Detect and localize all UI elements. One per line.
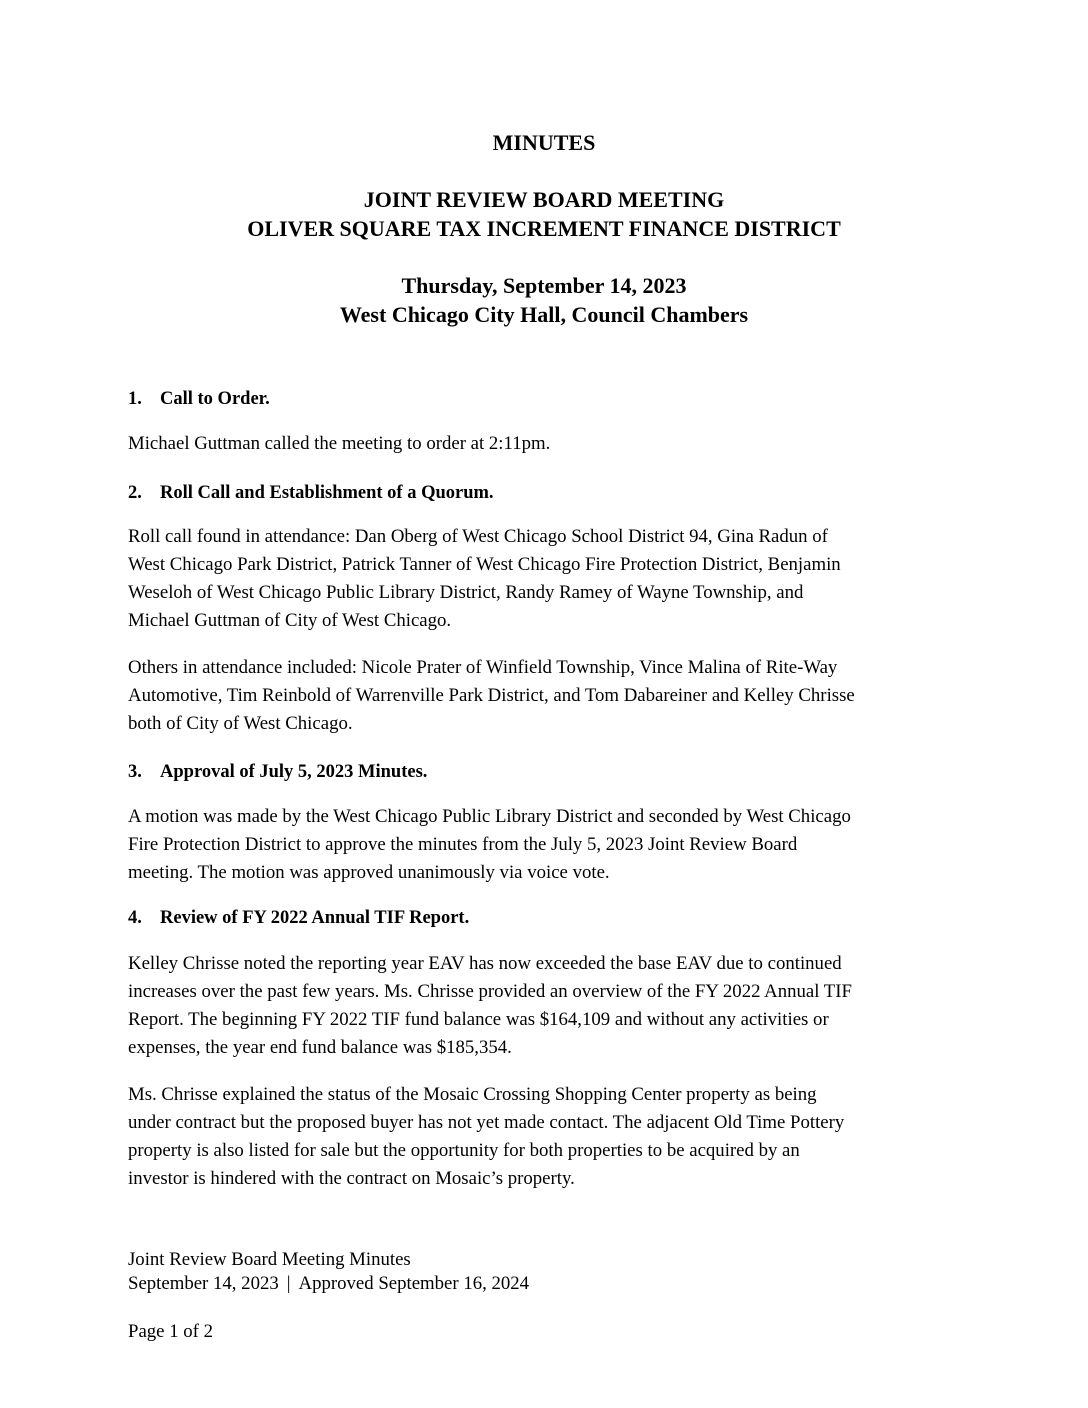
document-title: MINUTES: [492, 130, 596, 155]
meeting-name: JOINT REVIEW BOARD MEETING: [363, 187, 725, 212]
footer-separator: |: [286, 1273, 291, 1294]
section-number: 2.: [128, 483, 142, 503]
section-3-paragraph-1: [128, 803, 968, 887]
text-line: Michael Guttman called the meeting to order at 2:11pm.: [128, 433, 551, 454]
text-line: under contract but the proposed buyer has not yet made contact. The adjacent Old Time Pottery: [128, 1112, 845, 1133]
text-line: meeting. The motion was approved unanimously via voice vote.: [128, 862, 610, 883]
meeting-date: Thursday, September 14, 2023: [401, 273, 687, 298]
text-line: Fire Protection District to approve the minutes from the July 5, 2023 Joint Review Board: [128, 834, 798, 855]
meeting-location: West Chicago City Hall, Council Chambers: [339, 302, 749, 327]
section-1-heading: [128, 387, 270, 411]
section-number: 1.: [128, 389, 142, 409]
text-line: West Chicago Park District, Patrick Tanner of West Chicago Fire Protection District, Benjamin: [128, 554, 841, 575]
section-2-paragraph-1: [128, 523, 968, 635]
section-title: Roll Call and Establishment of a Quorum.: [160, 483, 494, 503]
text-line: both of City of West Chicago.: [128, 713, 353, 734]
section-4-paragraph-1: [128, 950, 968, 1062]
text-line: increases over the past few years. Ms. Chrisse provided an overview of the FY 2022 Annual TIF: [128, 981, 852, 1002]
page-number: Page 1 of 2: [128, 1321, 214, 1342]
footer-meeting-date: September 14, 2023: [128, 1273, 279, 1294]
text-line: Ms. Chrisse explained the status of the Mosaic Crossing Shopping Center property as being: [128, 1084, 817, 1105]
text-line: property is also listed for sale but the opportunity for both properties to be acquired by an: [128, 1140, 800, 1161]
text-line: Weseloh of West Chicago Public Library District, Randy Ramey of Wayne Township, and: [128, 582, 804, 603]
footer-document-name: Joint Review Board Meeting Minutes: [128, 1249, 411, 1270]
section-1-paragraph-1: [128, 430, 968, 458]
text-line: A motion was made by the West Chicago Public Library District and seconded by West Chicago: [128, 806, 851, 827]
text-line: expenses, the year end fund balance was $185,354.: [128, 1037, 512, 1058]
section-title: Approval of July 5, 2023 Minutes.: [160, 762, 428, 782]
district-name: OLIVER SQUARE TAX INCREMENT FINANCE DISTRICT: [247, 216, 841, 241]
text-line: Kelley Chrisse noted the reporting year EAV has now exceeded the base EAV due to continued: [128, 953, 842, 974]
section-4-heading: [128, 906, 469, 930]
text-line: Automotive, Tim Reinbold of Warrenville Park District, and Tom Dabareiner and Kelley Chrisse: [128, 685, 855, 706]
section-3-heading: [128, 760, 427, 784]
section-title: Review of FY 2022 Annual TIF Report.: [160, 908, 470, 928]
section-4-paragraph-2: [128, 1081, 968, 1193]
section-title: Call to Order.: [160, 389, 270, 409]
section-number: 4.: [128, 908, 142, 928]
section-2-paragraph-2: [128, 654, 968, 738]
section-2-heading: [128, 481, 494, 505]
footer-approved-date: Approved September 16, 2024: [298, 1273, 530, 1294]
text-line: Others in attendance included: Nicole Prater of Winfield Township, Vince Malina of Rite-Way: [128, 657, 838, 678]
footer-dates: [128, 1272, 529, 1296]
text-line: Michael Guttman of City of West Chicago.: [128, 610, 452, 631]
text-line: Report. The beginning FY 2022 TIF fund balance was $164,109 and without any activities or: [128, 1009, 829, 1030]
text-line: Roll call found in attendance: Dan Oberg of West Chicago School District 94, Gina Radun of: [128, 526, 828, 547]
section-number: 3.: [128, 762, 142, 782]
text-line: investor is hindered with the contract on Mosaic’s property.: [128, 1168, 575, 1189]
